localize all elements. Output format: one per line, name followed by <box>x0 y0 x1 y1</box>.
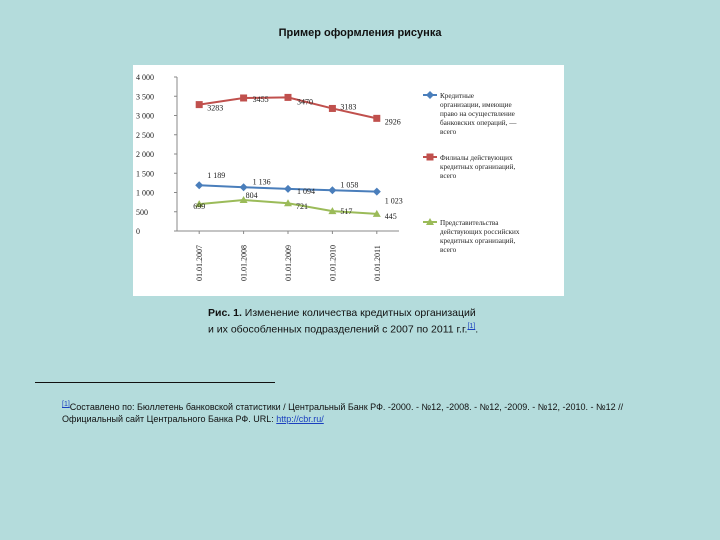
figure-caption <box>208 307 588 337</box>
legend-entry-text: Представительства <box>440 219 499 227</box>
slide-title: Пример оформления рисунка <box>278 27 442 39</box>
data-label: 721 <box>296 202 308 212</box>
footnote-line2: Официальный сайт Центрального Банка РФ. URL: <box>62 414 277 424</box>
caption-prefix: Рис. 1. <box>208 307 242 319</box>
legend-entry-text: всего <box>440 246 457 254</box>
legend-entry-text: организации, имеющие <box>440 101 512 109</box>
legend-entry-text: действующих российских <box>440 228 520 236</box>
caption-line1: Изменение количества кредитных организаций <box>241 307 476 319</box>
data-label: 1 023 <box>384 196 403 206</box>
footnote-link[interactable]: http://cbr.ru/ <box>276 414 324 424</box>
legend-entry-text: кредитных организаций, <box>440 163 516 171</box>
data-label: 3283 <box>207 103 224 113</box>
y-tick-label: 3 000 <box>136 111 154 121</box>
y-tick-label: 2 500 <box>136 130 154 140</box>
chart-area <box>133 65 564 296</box>
data-label: 3455 <box>252 94 269 104</box>
data-label: 804 <box>245 191 258 201</box>
data-point <box>373 188 381 196</box>
y-tick-label: 500 <box>136 207 148 217</box>
data-point <box>284 185 292 193</box>
y-tick-label: 4 000 <box>136 73 154 82</box>
x-tick-label: 01.01.2011 <box>372 245 382 281</box>
y-tick-label: 0 <box>136 227 140 236</box>
data-point <box>285 94 292 101</box>
data-label: 1 094 <box>297 186 315 196</box>
data-label: 1 189 <box>207 171 226 181</box>
x-tick-label: 01.01.2007 <box>195 245 205 281</box>
data-label: 445 <box>384 211 397 221</box>
y-tick-label: 1 000 <box>136 188 154 198</box>
data-label: 1 058 <box>340 180 359 190</box>
data-point <box>195 181 203 189</box>
data-point <box>240 94 247 101</box>
data-point <box>328 186 336 194</box>
data-label: 517 <box>340 207 353 217</box>
caption-footnote-ref[interactable]: [1] <box>467 323 476 330</box>
x-tick-label: 01.01.2009 <box>284 245 293 281</box>
y-tick-label: 2 000 <box>136 150 154 159</box>
data-point <box>373 115 380 122</box>
data-label: 3183 <box>340 102 357 112</box>
footnote <box>62 399 702 425</box>
data-label: 2926 <box>384 117 401 127</box>
caption-end: . <box>475 323 479 336</box>
caption-line2: и их обособленных подразделений с 2007 по 2011 г.г. <box>208 323 468 336</box>
legend-entry-text: право на осуществление <box>440 110 515 118</box>
line-chart <box>133 65 564 296</box>
legend-swatch-marker <box>426 91 434 99</box>
x-tick-label: 01.01.2010 <box>328 245 338 281</box>
legend-entry-text: кредитных организаций, <box>440 237 516 245</box>
legend-entry-text: всего <box>440 172 457 180</box>
y-tick-label: 3 500 <box>136 92 154 102</box>
legend-swatch-marker <box>427 154 434 161</box>
data-label: 699 <box>193 202 206 212</box>
legend-entry-text: всего <box>440 128 457 136</box>
x-tick-label: 01.01.2008 <box>239 245 249 281</box>
footnote-ref[interactable]: [1] <box>62 401 70 408</box>
footnote-divider <box>35 382 275 383</box>
data-point <box>196 101 203 108</box>
legend-entry-text: банковских операций, — <box>440 119 517 127</box>
data-point <box>329 105 336 112</box>
data-label: 3470 <box>297 97 313 107</box>
legend-entry-text: Кредитные <box>440 92 474 100</box>
data-label: 1 136 <box>252 177 271 187</box>
legend-entry-text: Филиалы действующих <box>440 154 513 162</box>
y-tick-label: 1 500 <box>136 169 154 179</box>
footnote-text: Составлено по: Бюллетень банковской статистики / Центральный Банк РФ. -2000. - №12, -2008. - №12, -2009. - №12, -2010. - №12 // <box>69 402 624 412</box>
